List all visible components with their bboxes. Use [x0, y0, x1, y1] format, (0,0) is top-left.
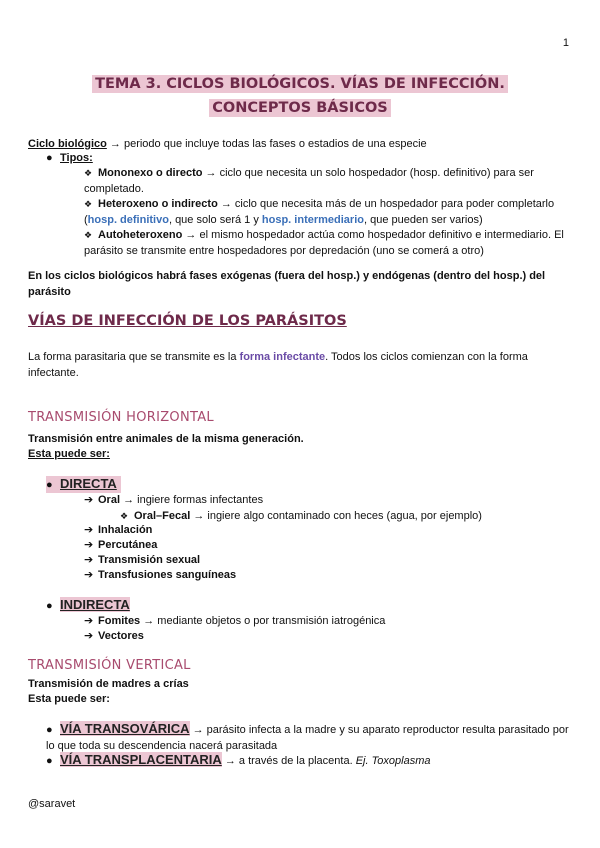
vias-intro-pre: La forma parasitaria que se transmite es la [28, 351, 240, 363]
horizontal-puede [28, 447, 572, 463]
diamond-bullet-icon: ❖ [84, 199, 93, 209]
tipo-desc: → ciclo que necesita más de un hospedador para poder completarlo ( [84, 198, 555, 226]
directa-oral [84, 493, 263, 508]
transplacentaria-row [46, 752, 572, 769]
ciclo-term: Ciclo biológico [28, 138, 107, 150]
ciclo-definition-text: → periodo que incluye todas las fases o estadios de una especie [106, 138, 427, 150]
directa-sexual [84, 553, 200, 568]
tipos-label-row [46, 151, 590, 167]
arrow-icon: ➔ [84, 630, 94, 642]
bullet-icon: ● [46, 755, 53, 767]
tipo-mononexo [84, 166, 572, 197]
arrow-icon: ➔ [84, 494, 94, 506]
vertical-desc [28, 677, 572, 693]
title-line-2: CONCEPTOS BÁSICOS [209, 99, 391, 117]
directa-row [46, 476, 121, 493]
indirecta-label: INDIRECTA [60, 597, 130, 612]
tipo-name: Mononexo o directo [98, 167, 203, 179]
tipo-desc-end: , que pueden ser varios) [363, 213, 483, 226]
transplacentaria-label: VÍA TRANSPLACENTARIA [60, 752, 222, 767]
tipo-desc: → ciclo que necesita un solo hospedador (hosp. definitivo) para ser completado. [84, 167, 534, 195]
transovarica-desc: → parásito infecta a la madre y su aparato reproductor resulta parasitado por lo que toda su descendencia nacerá parasitada [46, 724, 569, 752]
diamond-bullet-icon: ❖ [120, 511, 129, 521]
transovarica-label: VÍA TRANSOVÁRICA [60, 721, 190, 736]
bullet-icon: ● [46, 600, 53, 612]
transplacentaria-desc: → a través de la placenta. [221, 755, 356, 767]
directa-label: DIRECTA [60, 476, 117, 491]
diamond-bullet-icon: ❖ [84, 230, 93, 240]
directa-inhalacion [84, 523, 152, 538]
sexual-label: Transmisión sexual [98, 554, 201, 566]
directa-oral-fecal [120, 509, 482, 524]
transovarica-row [46, 721, 572, 754]
fomites-label: Fomites [98, 615, 141, 627]
arrow-icon: ➔ [84, 554, 94, 566]
vertical-puede [28, 692, 572, 708]
transplacentaria-example: Ej. Toxoplasma [355, 755, 431, 767]
hosp-intermediario: hosp. intermediario [261, 213, 364, 226]
percutanea-label: Percutánea [98, 539, 158, 551]
hosp-definitivo: hosp. definitivo [87, 213, 169, 226]
tipo-name: Heteroxeno o indirecto [98, 198, 218, 210]
oral-fecal-label: Oral–Fecal [134, 510, 191, 522]
diamond-bullet-icon: ❖ [84, 168, 93, 178]
vias-intro-post: . Todos los ciclos comienzan con la forma infectante. [28, 351, 528, 379]
fomites-desc: → mediante objetos o por transmisión iatrogénica [140, 615, 386, 627]
directa-percutanea [84, 538, 157, 553]
vectores-label: Vectores [98, 630, 144, 642]
horizontal-heading: TRANSMISIÓN HORIZONTAL [28, 410, 214, 425]
page-title [0, 72, 600, 120]
indirecta-fomites [84, 614, 385, 629]
horizontal-desc-text: Transmisión entre animales de la misma generación. [28, 433, 304, 445]
arrow-icon: ➔ [84, 524, 94, 536]
tipo-desc-mid: , que solo será 1 y [168, 213, 262, 226]
bullet-icon: ● [46, 479, 53, 491]
indirecta-row [46, 597, 130, 614]
fases-note-text: En los ciclos biológicos habrá fases exógenas (fuera del hosp.) y endógenas (dentro del hosp.) del parásito [28, 270, 546, 298]
tipo-heteroxeno [84, 197, 572, 228]
horizontal-desc [28, 432, 572, 448]
vias-intro [28, 350, 572, 381]
oral-label: Oral [98, 494, 121, 506]
arrow-icon: ➔ [84, 615, 94, 627]
fases-note [28, 269, 572, 300]
oral-desc: → ingiere formas infectantes [120, 494, 264, 506]
transfusiones-label: Transfusiones sanguíneas [98, 569, 237, 581]
vertical-desc-text: Transmisión de madres a crías [28, 678, 189, 690]
bullet-icon: ● [46, 152, 53, 164]
footer-handle: @saravet [28, 798, 76, 810]
arrow-icon: ➔ [84, 569, 94, 581]
oral-fecal-desc: → ingiere algo contaminado con heces (agua, por ejemplo) [190, 510, 482, 522]
horizontal-puede-text: Esta puede ser: [28, 448, 110, 460]
vertical-puede-text: Esta puede ser: [28, 693, 110, 705]
arrow-icon: ➔ [84, 539, 94, 551]
tipo-autoheteroxeno [84, 228, 572, 259]
tipo-name: Autoheteroxeno [98, 229, 183, 241]
indirecta-vectores [84, 629, 144, 644]
tipo-desc: → el mismo hospedador actúa como hospedador definitivo e intermediario. El parásito se transmite entre hospedadores por depredación (uno se comerá a otro) [84, 229, 564, 257]
page-number: 1 [562, 37, 569, 49]
vias-heading: VÍAS DE INFECCIÓN DE LOS PARÁSITOS [28, 313, 347, 329]
tipos-label: Tipos: [60, 152, 93, 164]
vertical-heading: TRANSMISIÓN VERTICAL [28, 658, 191, 673]
forma-infectante: forma infectante [239, 351, 326, 363]
directa-transfusiones [84, 568, 236, 583]
inhalacion-label: Inhalación [98, 524, 153, 536]
bullet-icon: ● [46, 724, 53, 736]
title-line-1: TEMA 3. CICLOS BIOLÓGICOS. VÍAS DE INFECCIÓN. [92, 75, 508, 93]
